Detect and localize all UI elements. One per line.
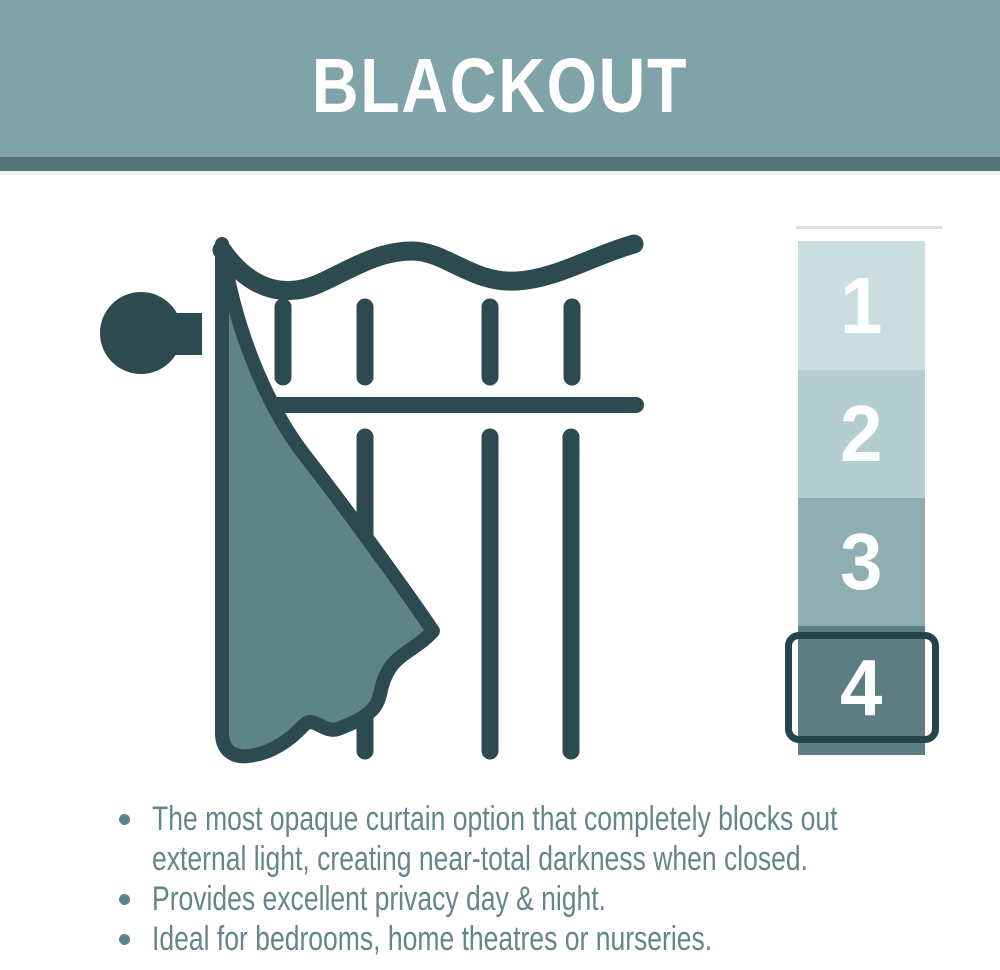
header-accent-strip-light bbox=[0, 171, 1000, 175]
scale-level-3 bbox=[798, 498, 925, 626]
pleat-dashes bbox=[283, 307, 572, 377]
list-item bbox=[119, 919, 1000, 959]
scale-top-shadow bbox=[796, 226, 942, 229]
page-title: BLACKOUT bbox=[311, 42, 689, 129]
bullet-text: The most opaque curtain option that completely blocks out bbox=[152, 800, 838, 838]
bullet-text: Ideal for bedrooms, home theatres or nurseries. bbox=[152, 920, 713, 958]
bullet-text: Provides excellent privacy day & night. bbox=[152, 880, 607, 918]
bullet-text: external light, creating near-total darkness when closed. bbox=[152, 840, 809, 878]
bullet-dot-icon bbox=[119, 894, 130, 905]
scale-selected-fill bbox=[798, 639, 925, 736]
scale-level-1-label: 1 bbox=[840, 260, 883, 350]
scale-level-4-label: 4 bbox=[840, 642, 883, 732]
valance-wave bbox=[222, 244, 634, 291]
bullet-dot-icon bbox=[119, 934, 130, 945]
finial-bracket bbox=[164, 313, 202, 355]
curtain-panel bbox=[222, 244, 433, 756]
curtain-icon bbox=[80, 210, 700, 770]
scale-level-2 bbox=[798, 370, 925, 498]
header-accent-strip bbox=[0, 157, 1000, 171]
list-item bbox=[119, 879, 1000, 919]
scale-level-2-label: 2 bbox=[840, 389, 883, 478]
scale-level-3-label: 3 bbox=[840, 517, 883, 606]
scale-selected-highlight bbox=[785, 632, 939, 743]
feature-list bbox=[119, 799, 1000, 959]
list-item bbox=[119, 799, 1000, 879]
scale-level-1 bbox=[798, 241, 925, 370]
bullet-dot-icon bbox=[119, 814, 130, 825]
